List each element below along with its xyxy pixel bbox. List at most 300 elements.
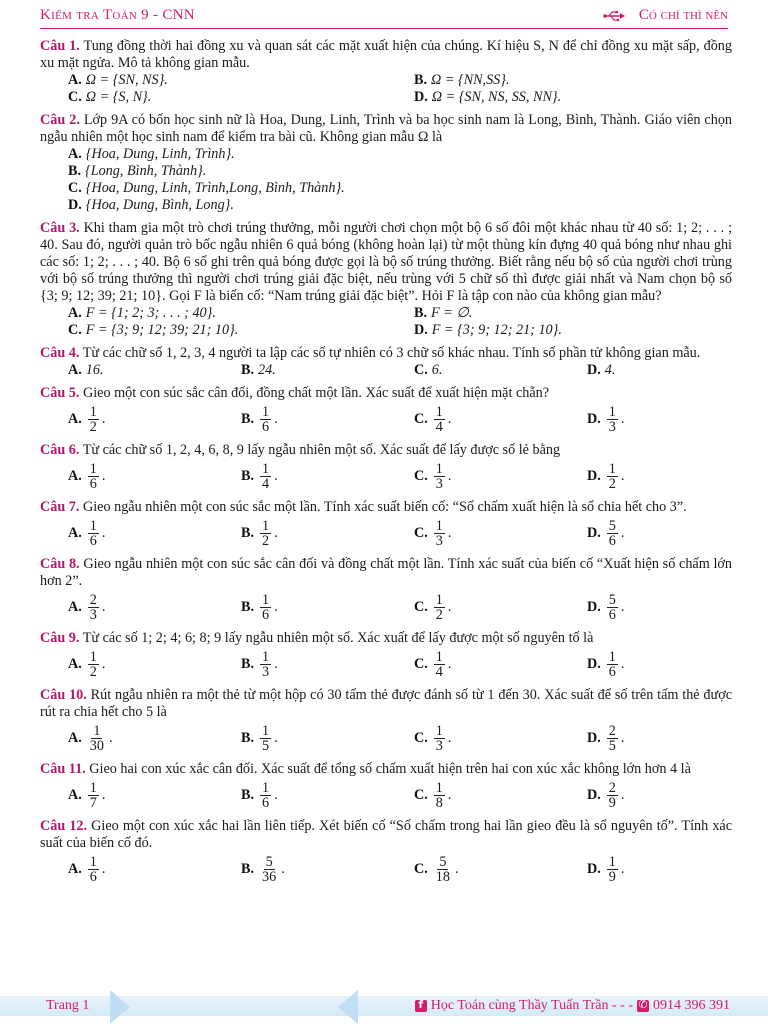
question-list [40, 38, 732, 892]
punctuation: . [447, 655, 452, 672]
question-number: Câu 12. [40, 818, 88, 834]
answer-option [386, 89, 732, 106]
answer-option [386, 459, 559, 493]
question [40, 761, 732, 812]
option-label: C. [68, 322, 82, 338]
answer-option [213, 459, 386, 493]
answer-options [40, 146, 732, 214]
question-number: Câu 7. [40, 499, 80, 515]
question-text: Lớp 9A có bốn học sinh nữ là Hoa, Dung, Linh, Trình và ba học sinh nam là Long, Bình, Thành. Giáo viên chọn ngẫu nhiên một học sinh nam để kiểm tra bài cũ. Không gian mẫu Ω là [40, 112, 733, 145]
fraction [88, 462, 99, 491]
answer-option [40, 459, 213, 493]
option-label: B. [241, 467, 255, 484]
answer-option [40, 778, 213, 812]
fraction-numerator: 1 [89, 403, 97, 420]
fraction-denominator: 9 [608, 868, 616, 885]
punctuation: . [281, 860, 285, 877]
option-label: D. [414, 322, 428, 338]
question-text-block [40, 38, 732, 72]
fraction [434, 405, 445, 434]
question [40, 442, 732, 493]
answer-options [40, 778, 732, 812]
answer-option [386, 72, 732, 89]
fraction-numerator: 1 [89, 517, 97, 534]
punctuation: . [620, 410, 625, 427]
option-label: D. [414, 89, 428, 105]
fraction-denominator: 2 [608, 475, 616, 492]
option-text: 24. [258, 362, 276, 378]
answer-option [559, 516, 732, 550]
question [40, 112, 732, 214]
question-text: Từ các số 1; 2; 4; 6; 8; 9 lấy ngẫu nhiên một số. Xác xuất để lấy được một số nguyên tố là [82, 630, 594, 646]
fraction-numerator: 1 [262, 460, 270, 477]
option-label: C. [414, 467, 428, 484]
punctuation: . [620, 786, 625, 803]
question-text: Gieo ngẫu nhiên một con súc sắc một lần. Tính xác suất biến cố: “Số chấm xuất hiện là số chia hết cho 3”. [82, 499, 687, 515]
option-text: {Hoa, Dung, Linh, Trình}. [85, 146, 235, 162]
fraction-denominator: 7 [89, 794, 97, 811]
fraction [434, 855, 452, 884]
punctuation: . [447, 786, 452, 803]
option-label: C. [414, 410, 428, 427]
option-label: D. [587, 729, 601, 746]
fraction [607, 405, 618, 434]
option-text: Ω = {S, N}. [85, 89, 152, 105]
option-label: B. [414, 305, 428, 321]
fraction-denominator: 6 [89, 475, 97, 492]
option-label: C. [414, 786, 428, 803]
answer-option [40, 72, 386, 89]
fraction [434, 724, 445, 753]
fraction-numerator: 1 [262, 722, 270, 739]
question-text: Rút ngẫu nhiên ra một thẻ từ một hộp có 30 tấm thẻ được đánh số từ 1 đến 30. Xác suất để số trên tấm thẻ được rút ra chia hết cho 5 là [40, 687, 733, 720]
option-text: F = ∅. [431, 305, 473, 321]
footer-author: Học Toán cùng Thầy Tuấn Trần - - - [430, 998, 633, 1013]
option-label: D. [587, 655, 601, 672]
punctuation: . [447, 524, 452, 541]
option-label: A. [68, 362, 82, 378]
fraction [88, 593, 99, 622]
fraction-numerator: 5 [439, 853, 447, 870]
fraction-numerator: 1 [435, 517, 443, 534]
fraction [434, 650, 445, 679]
punctuation: . [274, 655, 278, 672]
punctuation: . [620, 860, 625, 877]
answer-option [213, 362, 386, 379]
fraction-denominator: 6 [89, 532, 97, 549]
answer-option [213, 590, 386, 624]
fraction-numerator: 5 [608, 591, 616, 608]
question-number: Câu 6. [40, 442, 80, 458]
answer-option [40, 647, 213, 681]
punctuation: . [620, 467, 625, 484]
fraction-denominator: 4 [435, 418, 443, 435]
punctuation: . [620, 598, 625, 615]
fraction-numerator: 1 [435, 779, 443, 796]
option-text: 4. [604, 362, 616, 378]
page-number: Trang 1 [46, 998, 90, 1013]
fraction-denominator: 5 [608, 737, 616, 754]
answer-option [40, 305, 386, 322]
option-label: D. [587, 524, 601, 541]
fraction [607, 650, 618, 679]
answer-option [213, 402, 386, 436]
option-label: A. [68, 305, 82, 321]
option-label: C. [414, 655, 428, 672]
question-number: Câu 2. [40, 112, 80, 128]
phone-icon: ✆ [638, 998, 648, 1011]
question-text: Gieo ngẫu nhiên một con súc sắc cân đối và đồng chất một lần. Tính xác suất của biến cố “Xuất hiện số chấm lớn hơn 2”. [40, 556, 733, 589]
option-label: B. [241, 655, 255, 672]
question [40, 818, 732, 886]
option-text: Ω = {SN, NS, SS, NN}. [431, 89, 562, 105]
fraction-denominator: 6 [608, 606, 616, 623]
fraction-numerator: 1 [608, 403, 616, 420]
answer-option [559, 590, 732, 624]
punctuation: . [101, 786, 106, 803]
fraction-denominator: 6 [608, 663, 616, 680]
option-label: D. [587, 410, 601, 427]
option-text: {Long, Bình, Thành}. [85, 163, 207, 179]
punctuation: . [274, 598, 278, 615]
fraction-numerator: 1 [262, 779, 270, 796]
fraction [260, 724, 271, 753]
option-label: B. [68, 163, 82, 179]
question-number: Câu 3. [40, 220, 80, 236]
punctuation: . [101, 524, 106, 541]
fraction [434, 462, 445, 491]
fraction-numerator: 1 [262, 591, 270, 608]
option-label: D. [587, 598, 601, 615]
option-text: 6. [431, 362, 443, 378]
fraction [607, 519, 618, 548]
punctuation: . [620, 655, 625, 672]
option-label: A. [68, 467, 82, 484]
punctuation: . [274, 524, 278, 541]
answer-option [559, 778, 732, 812]
question-number: Câu 9. [40, 630, 80, 646]
option-label: A. [68, 655, 82, 672]
fraction [260, 462, 271, 491]
question-text-block [40, 442, 732, 459]
fraction-numerator: 1 [435, 403, 443, 420]
option-label: A. [68, 72, 82, 88]
question-text-block [40, 220, 732, 305]
fraction-denominator: 6 [262, 606, 270, 623]
question-text: Từ các chữ số 1, 2, 4, 6, 8, 9 lấy ngẫu nhiên một số. Xác suất để lấy được số lẻ bằng [82, 442, 561, 458]
fraction-numerator: 1 [89, 853, 97, 870]
fraction-numerator: 2 [89, 591, 97, 608]
question-text: Từ các chữ số 1, 2, 3, 4 người ta lập các số tự nhiên có 3 chữ số khác nhau. Tính số phần tử không gian mẫu. [82, 345, 701, 361]
option-label: C. [414, 362, 428, 378]
fraction-numerator: 1 [262, 648, 270, 665]
answer-option [213, 778, 386, 812]
fraction [88, 519, 99, 548]
option-label: C. [68, 89, 82, 105]
fraction-numerator: 2 [608, 779, 616, 796]
fraction-denominator: 3 [435, 737, 443, 754]
question-text-block [40, 630, 732, 647]
fraction-numerator: 1 [262, 517, 270, 534]
footer-phone: 0914 396 391 [653, 998, 730, 1013]
question-text-block [40, 556, 732, 590]
fraction-denominator: 6 [608, 532, 616, 549]
answer-option [386, 647, 559, 681]
option-label: B. [241, 729, 255, 746]
fraction-numerator: 1 [435, 722, 443, 739]
fraction-numerator: 1 [262, 403, 270, 420]
footer-credits [415, 998, 730, 1014]
answer-options [40, 647, 732, 681]
answer-option [40, 322, 386, 339]
question-text: Tung đồng thời hai đồng xu và quan sát các mặt xuất hiện của chúng. Kí hiệu S, N để chỉ đồng xu mặt sấp, đồng xu mặt ngửa. Mô tả không gian mẫu. [40, 38, 732, 71]
fraction-numerator: 5 [608, 517, 616, 534]
question-text-block [40, 761, 732, 778]
answer-options [40, 305, 732, 339]
fraction-denominator: 3 [262, 663, 270, 680]
punctuation: . [447, 467, 452, 484]
fraction-denominator: 2 [89, 418, 97, 435]
question-text-block [40, 112, 732, 146]
fraction [434, 593, 445, 622]
fraction [607, 724, 618, 753]
fraction-denominator: 3 [435, 532, 443, 549]
fraction [607, 593, 618, 622]
answer-option [40, 516, 213, 550]
option-label: A. [68, 410, 82, 427]
option-label: B. [241, 786, 255, 803]
header-right [603, 7, 728, 24]
fraction-denominator: 8 [435, 794, 443, 811]
option-label: B. [241, 524, 255, 541]
fraction-denominator: 4 [262, 475, 270, 492]
option-label: B. [241, 598, 255, 615]
option-label: A. [68, 146, 82, 162]
question [40, 556, 732, 624]
fraction [88, 855, 99, 884]
punctuation: . [274, 786, 278, 803]
question-text-block [40, 345, 732, 362]
answer-option [386, 516, 559, 550]
answer-option [213, 516, 386, 550]
punctuation: . [447, 598, 452, 615]
answer-option [40, 163, 732, 180]
punctuation: . [101, 598, 106, 615]
fraction [260, 405, 271, 434]
fraction [260, 781, 271, 810]
fraction [260, 519, 271, 548]
option-label: A. [68, 598, 82, 615]
usb-symbol-icon [603, 10, 625, 22]
option-label: A. [68, 860, 82, 877]
page-header [40, 6, 728, 29]
fraction-numerator: 1 [89, 460, 97, 477]
fraction-denominator: 5 [262, 737, 270, 754]
fraction [434, 781, 445, 810]
answer-option [559, 459, 732, 493]
option-label: C. [414, 524, 428, 541]
answer-option [559, 362, 732, 379]
option-text: Ω = {NN,SS}. [431, 72, 510, 88]
answer-options [40, 362, 732, 379]
answer-options [40, 72, 732, 106]
question-text-block [40, 385, 732, 402]
question [40, 385, 732, 436]
fraction-denominator: 4 [435, 663, 443, 680]
fraction [88, 724, 106, 753]
fraction [607, 855, 618, 884]
fraction-denominator: 9 [608, 794, 616, 811]
footer-decoration-left [110, 990, 130, 1024]
option-label: D. [68, 197, 82, 213]
fraction-numerator: 1 [89, 779, 97, 796]
option-label: D. [587, 786, 601, 803]
option-label: A. [68, 786, 82, 803]
fraction [260, 650, 271, 679]
option-label: A. [68, 524, 82, 541]
question-text-block [40, 687, 732, 721]
fraction-denominator: 2 [435, 606, 443, 623]
option-label: C. [68, 180, 82, 196]
fraction-denominator: 2 [262, 532, 270, 549]
option-label: C. [414, 598, 428, 615]
answer-option [40, 590, 213, 624]
question [40, 499, 732, 550]
answer-option [559, 852, 732, 886]
answer-option [386, 852, 559, 886]
question-text: Gieo một con xúc xắc hai lần liên tiếp. Xét biến cố “Số chấm trong hai lần gieo đều là số nguyên tố”. Tính xác suất của biến cố đó. [40, 818, 733, 851]
question-number: Câu 11. [40, 761, 86, 777]
question [40, 38, 732, 106]
answer-option [40, 402, 213, 436]
fraction-denominator: 3 [435, 475, 443, 492]
question [40, 345, 732, 379]
punctuation: . [454, 860, 459, 877]
fraction-numerator: 1 [608, 853, 616, 870]
punctuation: . [274, 729, 278, 746]
option-label: B. [414, 72, 428, 88]
answer-option [386, 778, 559, 812]
punctuation: . [108, 729, 113, 746]
answer-option [386, 721, 559, 755]
answer-option [213, 852, 386, 886]
option-label: D. [587, 860, 601, 877]
fraction-numerator: 1 [89, 648, 97, 665]
option-text: F = {1; 2; 3; . . . ; 40}. [85, 305, 216, 321]
fraction-denominator: 6 [89, 868, 97, 885]
option-label: B. [241, 362, 255, 378]
question-number: Câu 5. [40, 385, 80, 401]
question-text: Gieo một con súc sắc cân đối, đồng chất một lần. Xác suất để xuất hiện mặt chẵn? [82, 385, 550, 401]
fraction-denominator: 6 [262, 794, 270, 811]
answer-option [386, 322, 732, 339]
fraction [88, 650, 99, 679]
fraction-numerator: 1 [435, 460, 443, 477]
punctuation: . [447, 410, 452, 427]
fraction-denominator: 18 [435, 868, 450, 885]
answer-options [40, 516, 732, 550]
answer-option [213, 647, 386, 681]
answer-option [559, 402, 732, 436]
question-text-block [40, 818, 732, 852]
question-number: Câu 8. [40, 556, 80, 572]
fraction-numerator: 5 [265, 853, 273, 870]
answer-options [40, 721, 732, 755]
punctuation: . [101, 467, 106, 484]
question [40, 630, 732, 681]
punctuation: . [101, 410, 106, 427]
fraction-denominator: 3 [608, 418, 616, 435]
answer-option [386, 362, 559, 379]
question [40, 687, 732, 755]
fraction-numerator: 1 [435, 648, 443, 665]
question-text: Gieo hai con xúc xắc cân đối. Xác suất để tổng số chấm xuất hiện trên hai con xúc xắc không lớn hơn 4 là [89, 761, 691, 777]
fraction-denominator: 6 [262, 418, 270, 435]
header-motto: Có chí thì nên [638, 7, 728, 23]
question-text: Khi tham gia một trò chơi trúng thưởng, mỗi người chơi chọn một bộ 6 số đôi một khác nhau từ 40 số: 1; 2; . . . ; 40. Sau đó, người quản trò bốc ngẫu nhiên 6 quả bóng (không hoàn lại) từ một thùng kín đựng 40 quả bóng như nhau ghi các số: 1; 2; . . . ; 40. Bộ 6 số ghi trên quả bóng được gọi là bộ số trúng thưởng. Biết rằng nếu bộ số của người chơi trùng với bộ số trúng thưởng thì người chơi trúng giải đặc biệt, nếu trùng với 5 chữ số thì được giải nhất và Nam chọn bộ số {3; 9; 12; 39; 21; 10}. Gọi F là biến cố: “Nam trúng giải đặc biệt”. Hỏi F là tập con nào của không gian mẫu? [40, 220, 733, 304]
answer-option [40, 89, 386, 106]
option-text: F = {3; 9; 12; 39; 21; 10}. [85, 322, 239, 338]
answer-options [40, 590, 732, 624]
answer-option [40, 852, 213, 886]
punctuation: . [274, 467, 278, 484]
option-label: A. [68, 729, 82, 746]
question-number: Câu 10. [40, 687, 87, 703]
answer-option [213, 721, 386, 755]
answer-option [386, 305, 732, 322]
fraction-numerator: 1 [93, 722, 101, 739]
fraction [607, 462, 618, 491]
punctuation: . [274, 410, 278, 427]
answer-option [40, 146, 732, 163]
option-label: C. [414, 860, 428, 877]
footer-decoration-right [338, 990, 358, 1024]
answer-option [40, 721, 213, 755]
fraction [88, 405, 99, 434]
answer-options [40, 852, 732, 886]
fraction-denominator: 3 [89, 606, 97, 623]
fraction [607, 781, 618, 810]
answer-options [40, 459, 732, 493]
option-text: {Hoa, Dung, Bình, Long}. [85, 197, 234, 213]
question-text-block [40, 499, 732, 516]
fraction-numerator: 1 [435, 591, 443, 608]
punctuation: . [620, 524, 625, 541]
facebook-icon: f [415, 1000, 427, 1012]
fraction [260, 855, 278, 884]
fraction-denominator: 2 [89, 663, 97, 680]
fraction-numerator: 2 [608, 722, 616, 739]
fraction-numerator: 1 [608, 460, 616, 477]
answer-option [40, 197, 732, 214]
option-label: B. [241, 410, 255, 427]
option-text: F = {3; 9; 12; 21; 10}. [431, 322, 562, 338]
answer-option [386, 590, 559, 624]
option-label: C. [414, 729, 428, 746]
document-title: Kiểm tra Toán 9 - CNN [40, 7, 195, 23]
answer-option [40, 362, 213, 379]
option-text: 16. [85, 362, 104, 378]
answer-option [559, 721, 732, 755]
fraction [434, 519, 445, 548]
fraction [88, 781, 99, 810]
answer-option [559, 647, 732, 681]
option-label: D. [587, 467, 601, 484]
punctuation: . [620, 729, 625, 746]
answer-option [386, 402, 559, 436]
punctuation: . [101, 860, 106, 877]
punctuation: . [101, 655, 106, 672]
